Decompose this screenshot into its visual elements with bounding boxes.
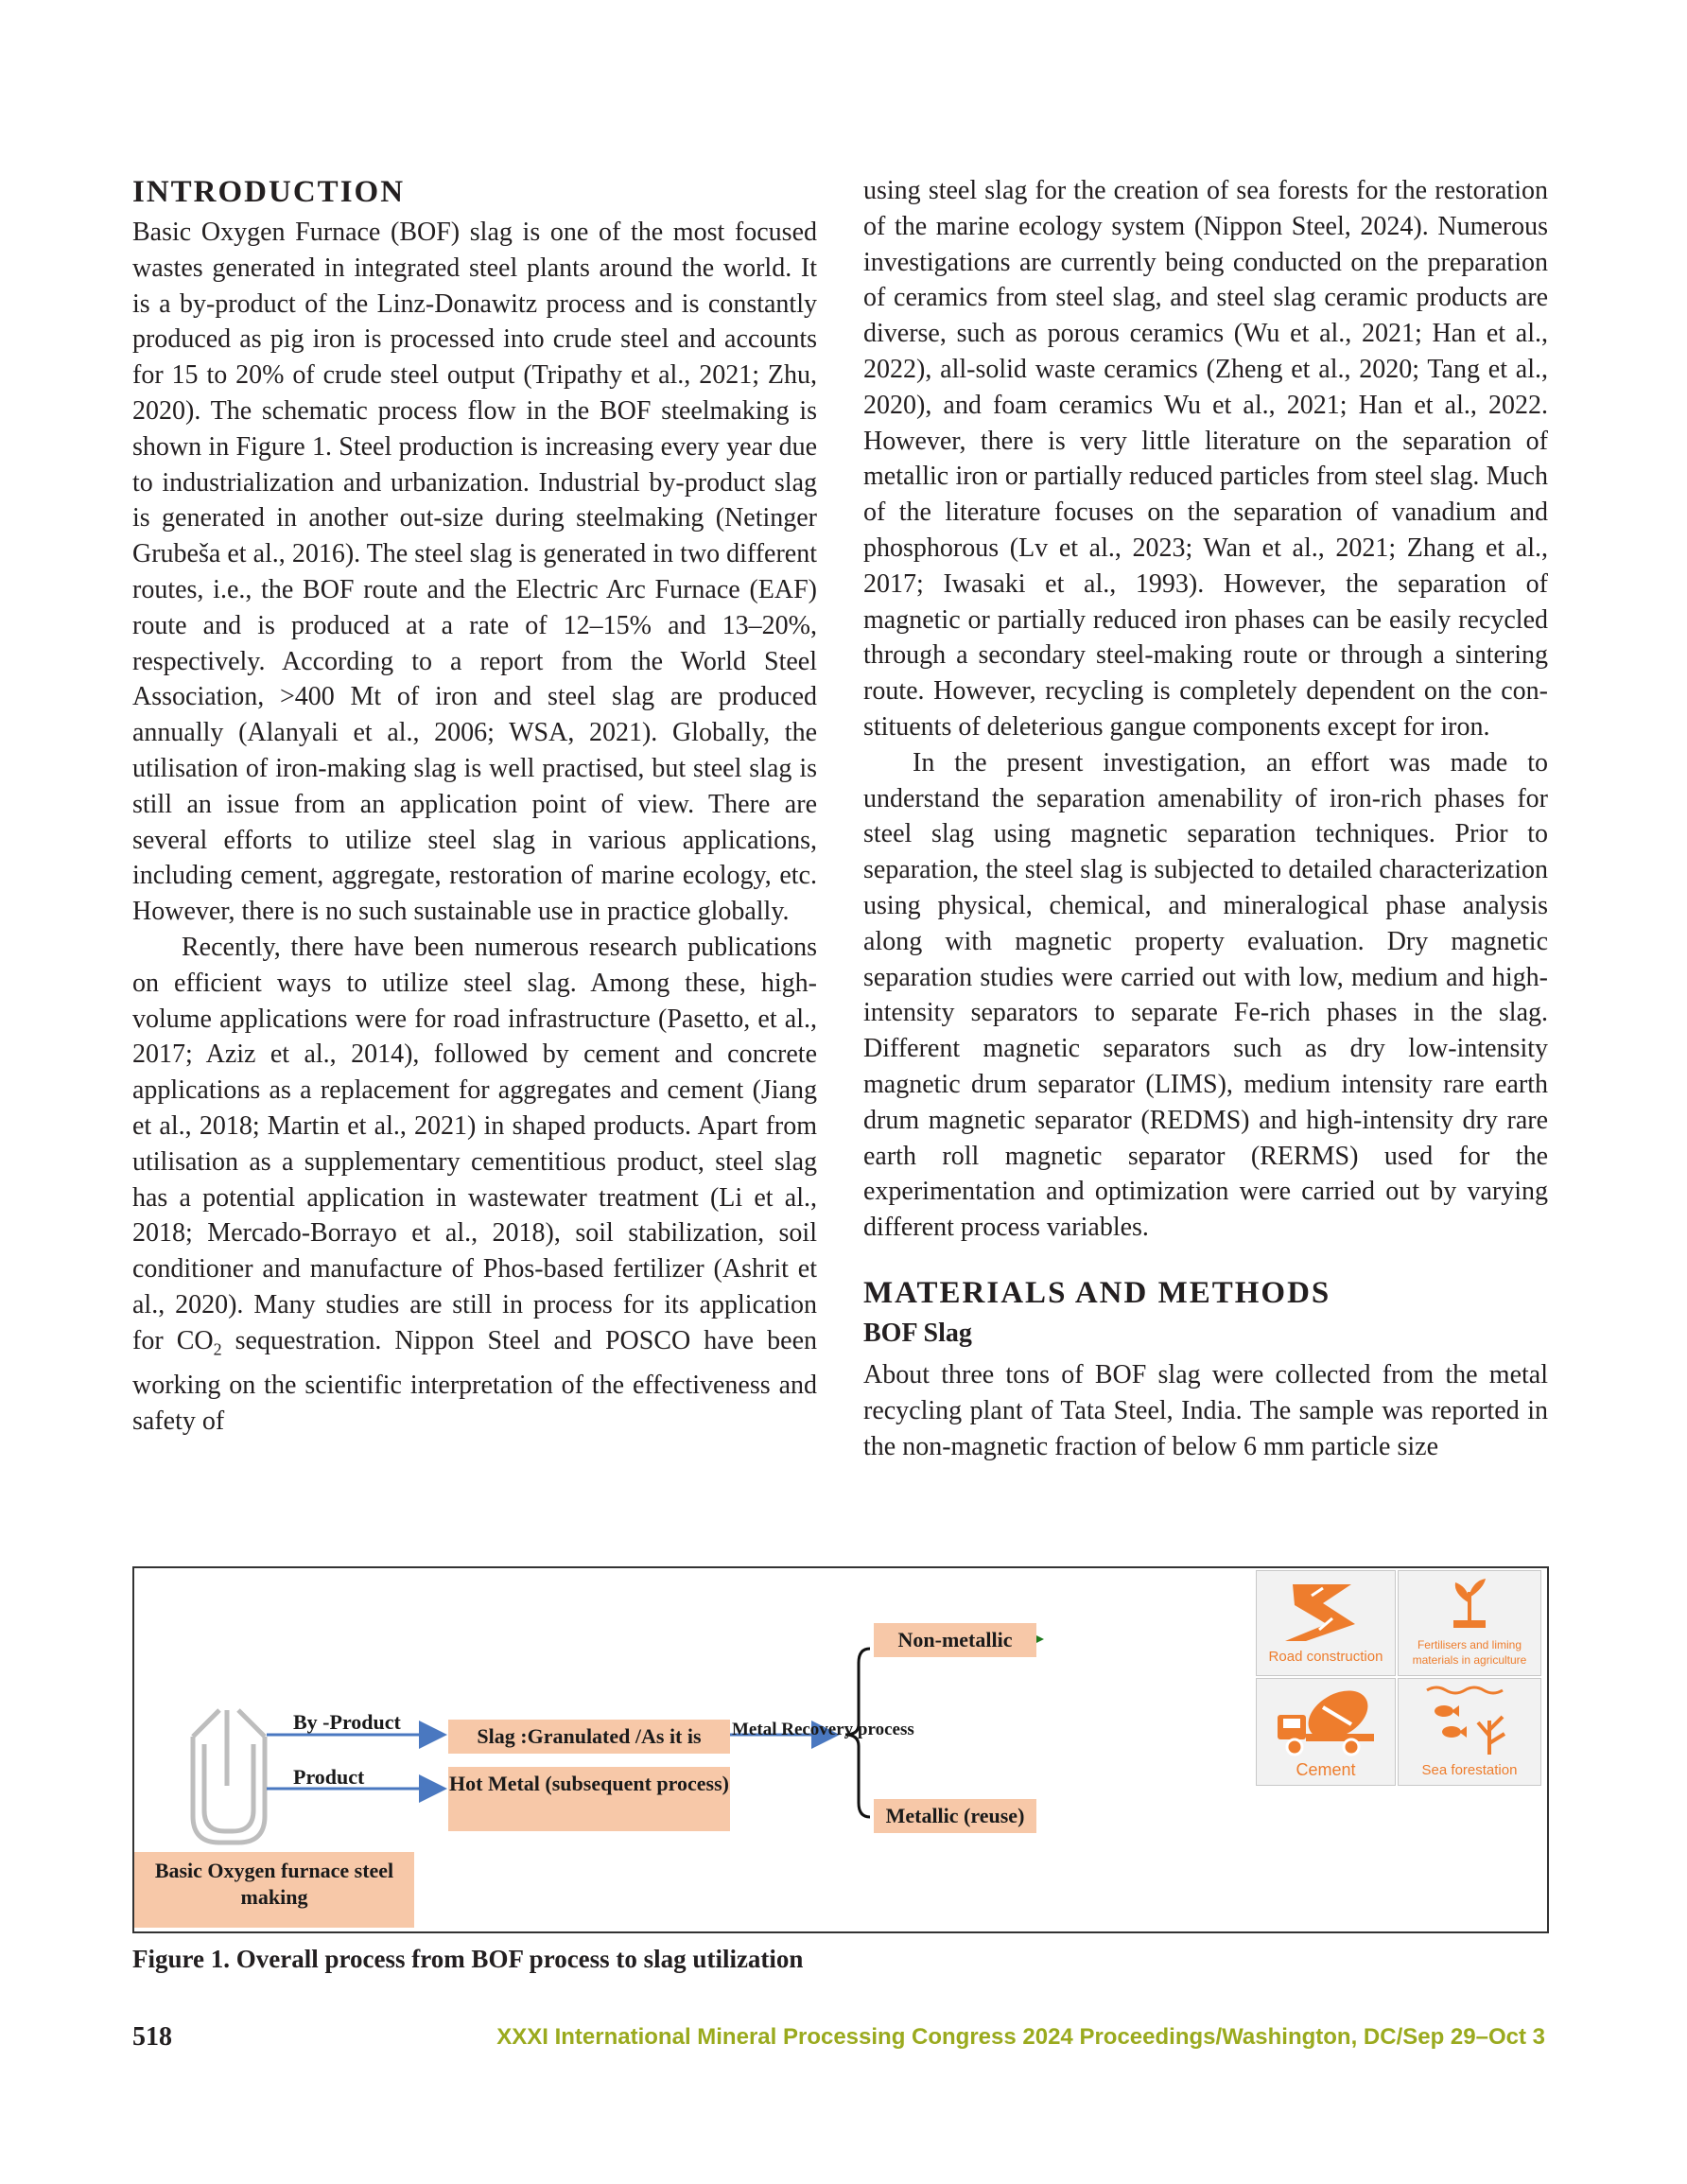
tile-cement [1256,1678,1396,1786]
box-non-metallic: Non-metallic [874,1623,1036,1657]
tile-sea-forestation [1398,1678,1541,1786]
cement-truck-icon [1257,1679,1395,1760]
label-metal-recovery: Metal Recovery process [732,1720,914,1739]
co2-subscript: 2 [213,1339,222,1359]
road-icon [1257,1571,1395,1647]
page-number: 518 [132,2022,172,2052]
furnace-vessel-icon [193,1710,265,1843]
intro-paragraph-2-text-a: Recently, there have been numerous research publications on efficient ways to utilize steel slag. Among these, high-volume applications were for road infrastructure (Pasetto, et al., 2017; Aziz et al., 2014), followed by cement and concrete applications as a replacement for aggregates and cement (Jiang et al., 2018; Martin et al., 2021) in shaped products. Apart from utilisation as a supplementary cementitious product, steel slag has a potential application in wastewater treatment (Li et al., 2018; Mercado-Borrayo et al., 2018), soil stabilization, soil conditioner and manufacture of Phos-based fertilizer (Ashrit et al., 2020). Many studies are still in process for its application for CO [132,932,817,1355]
label-product: Product [293,1765,365,1789]
intro-paragraph-2 [132,930,817,1440]
intro-paragraph-1: Basic Oxygen Furnace (BOF) slag is one of the most focused wastes generated in integrated steel plants around the world. It is a by-product of the Linz-Donawitz process and is constantly produced as pig iron is processed into crude steel and accounts for 15 to 20% of crude steel output (Tripathy et al., 2021; Zhu, 2020). The schematic process flow in the BOF steelmaking is shown in Figure 1. Steel production is increasing every year due to industrialization and urbanization. Industrial by-product slag is generated in another out-size during steelmaking (Netinger Grubeša et al., 2016). The steel slag is generated in two different routes, i.e., the BOF route and the Electric Arc Furnace (EAF) route and is produced at a rate of 12–15% and 13–20%, respectively. According to a report from the World Steel Association, >400 Mt of iron and steel slag are produced annually (Alanyali et al., 2006; WSA, 2021). Globally, the utilisation of iron-making slag is well practised, but steel slag is still an issue from an application point of view. There are several efforts to utilize steel slag in various applications, including cement, aggregate, restoration of marine ecology, etc. However, there is no such sustainable use in practice globally. [132,218,817,927]
intro-paragraph-continued: using steel slag for the creation of sea forests for the restoration of the marine ecology system (Nippon Steel, 2024). Numerous investigations are currently being conducted on the preparation of ceramics from steel slag, and steel slag ceramic products are diverse, such as porous ceramics (Wu et al., 2021; Han et al., 2022), all-solid waste ceramics (Zheng et al., 2020; Tang et al., 2020), and foam ceramics Wu et al., 2021; Han et al., 2022. However, there is very little literature on the separation of metallic iron or partially reduced particles from steel slag. Much of the literature focuses on the separation of vanadium and phosphorous (Lv et al., 2023; Wan et al., 2021; Zhang et al., 2017; Iwasaki et al., 1993). However, the separation of magnetic or partially reduced iron phases can be easily recycled through a secondary steel-making route or through a sintering route. However, recycling is completely dependent on the constituents of deleterious gangue components except for iron. [863,176,1548,742]
box-bof-steelmaking: Basic Oxygen furnace steel making [134,1852,414,1928]
plant-icon [1399,1571,1540,1637]
section-heading-introduction: INTRODUCTION [132,175,406,209]
tile-road-construction [1256,1570,1396,1676]
figure-1-process-flow [132,1566,1549,1933]
tile-cement-caption: Cement [1296,1760,1356,1779]
intro-paragraph-2-text-b: sequestration. Nippon Steel and POSCO have been working on the scientific interpretation of the effectiveness and safety of [132,1325,818,1436]
box-hot-metal: Hot Metal (subsequent process) [448,1767,730,1831]
tile-fertilisers [1398,1570,1541,1676]
bof-slag-paragraph: About three tons of BOF slag were collected from the metal recycling plant of Tata Steel, India. The sample was reported in the non-magnetic fraction of below 6 mm particle size [863,1359,1548,1461]
tile-road-caption: Road construction [1268,1649,1383,1665]
figure-1-caption: Figure 1. Overall process from BOF process to slag utilization [132,1945,804,1973]
intro-paragraph-present-investigation: In the present investigation, an effort was made to understand the separation amenability of iron-rich phases for steel slag using magnetic separation techniques. Prior to separation, the steel slag is subjected to detailed characterization using physical, chemical, and mineralogical phase analysis along with magnetic property evaluation. Dry magnetic separation studies were carried out with low, medium and high-intensity separators to separate Fe-rich phases in the slag. Different magnetic separators such as dry low-intensity magnetic drum separator (LIMS), medium intensity rare earth drum magnetic separator (REDMS) and high-intensity dry rare earth roll magnetic separator (RERMS) used for the experimentation and optimization were carried out by varying different process variables. [863,747,1548,1243]
box-metallic: Metallic (reuse) [874,1799,1036,1833]
subheading-bof-slag: BOF Slag [863,1318,972,1348]
tile-sea-caption: Sea forestation [1421,1762,1518,1778]
section-heading-materials-methods: MATERIALS AND METHODS [863,1275,1331,1310]
left-column [132,173,817,1440]
sea-forest-icon [1399,1679,1540,1760]
right-column [863,173,1548,1464]
box-slag: Slag :Granulated /As it is [448,1720,730,1754]
conference-footer: XXXI International Mineral Processing Congress 2024 Proceedings/Washington, DC/Sep 29–Oct 3 [496,2024,1545,2050]
label-by-product: By -Product [293,1710,401,1734]
tile-fertilisers-caption: Fertilisers and liming materials in agriculture [1412,1638,1527,1667]
